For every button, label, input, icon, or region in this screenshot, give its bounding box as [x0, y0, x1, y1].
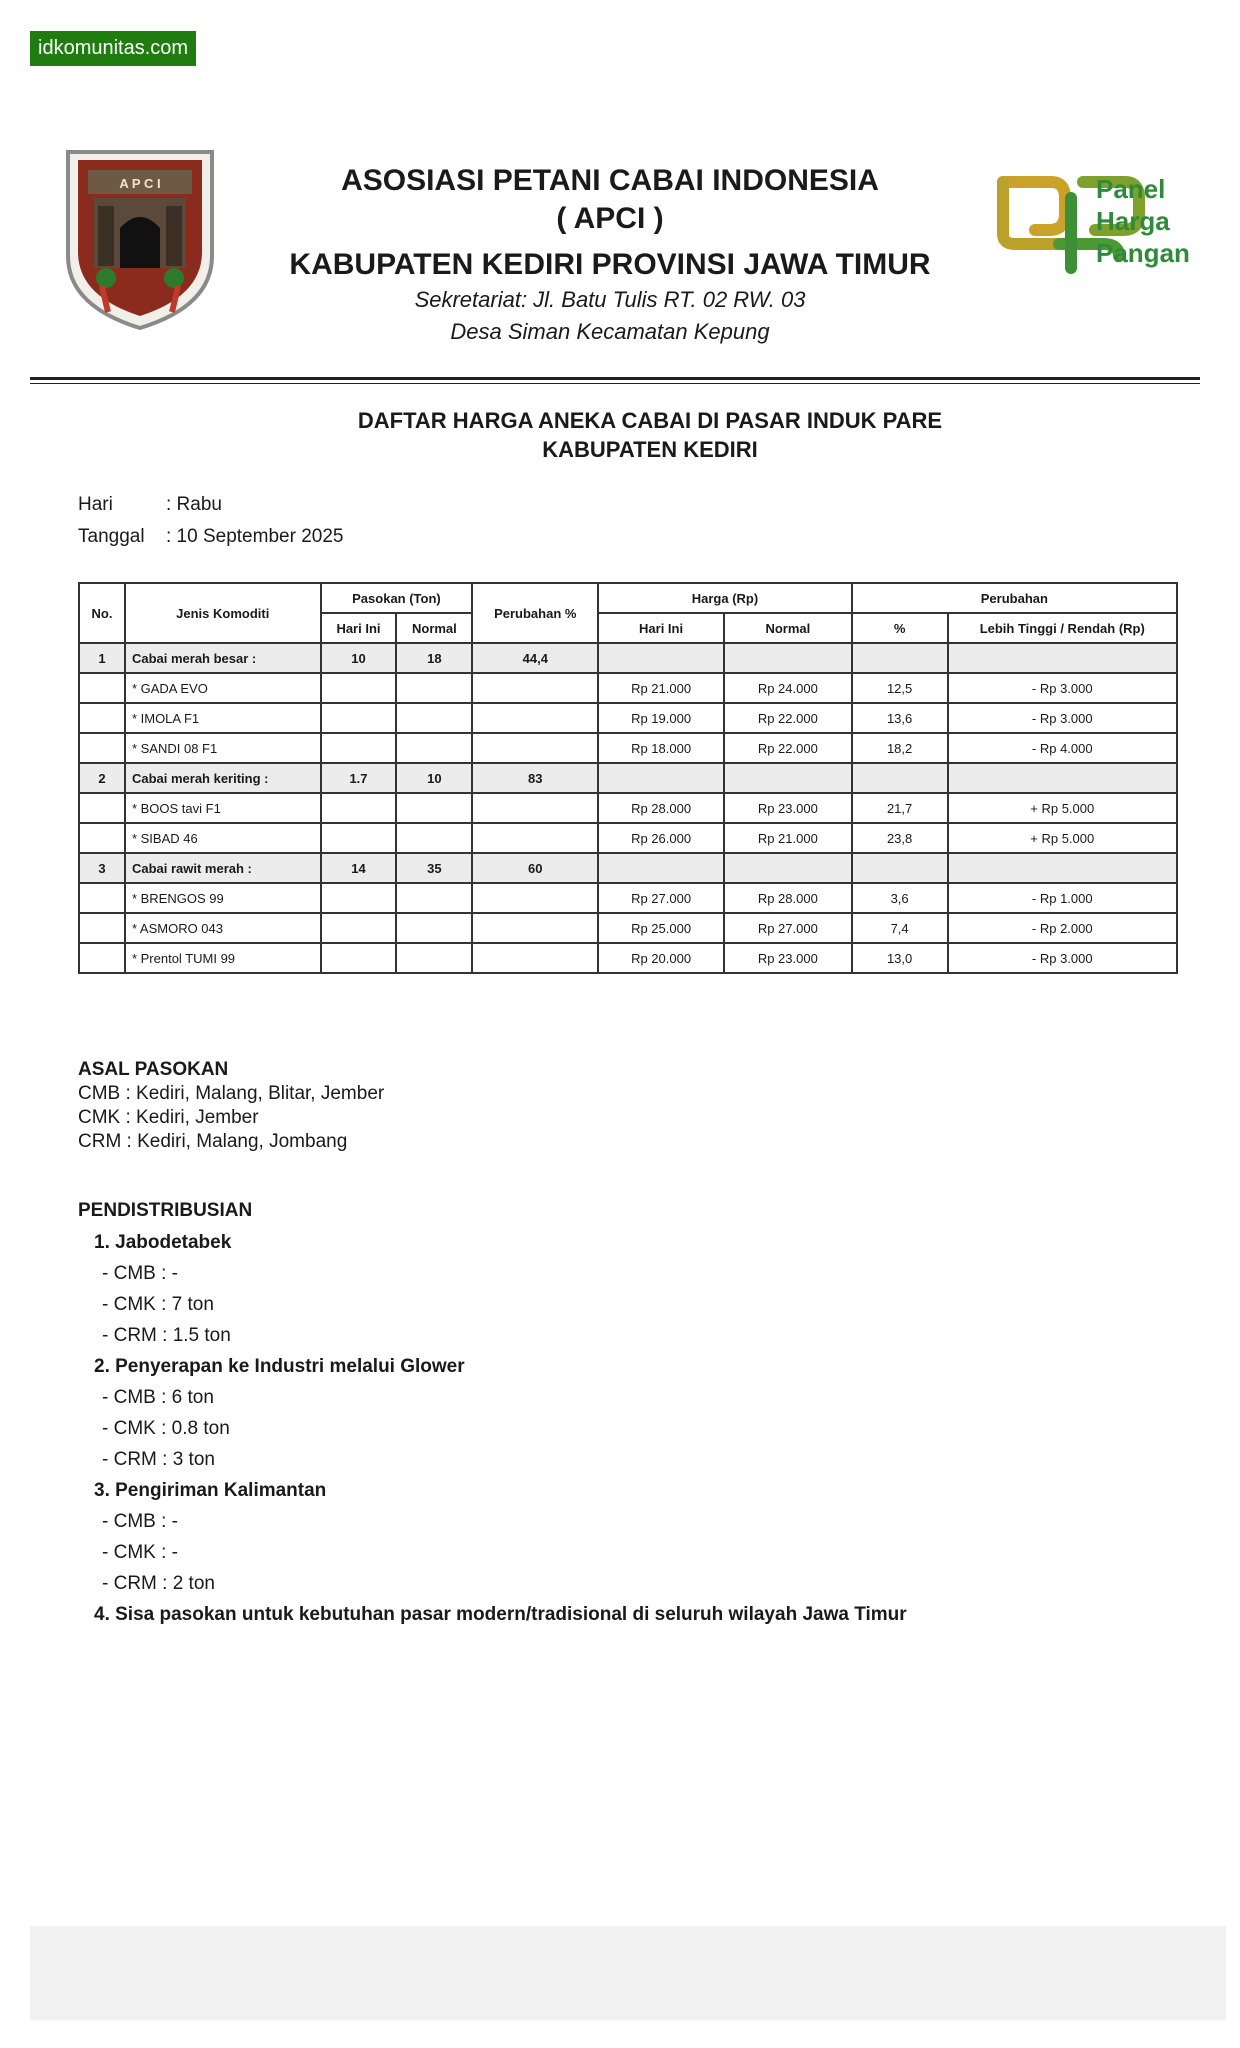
group-name: Cabai rawit merah : — [125, 853, 321, 883]
table-row — [79, 703, 1177, 733]
wordmark-line-panel: Panel — [1096, 174, 1166, 204]
supply-origin-line: CRM : Kediri, Malang, Jombang — [78, 1131, 348, 1152]
distribution-sub-item: - CMB : - — [102, 1263, 178, 1284]
header-pasokan: Pasokan (Ton) — [321, 583, 473, 613]
table-group-row — [79, 643, 1177, 673]
header-no: No. — [79, 583, 125, 643]
header-divider-thick — [30, 377, 1200, 380]
distribution-title: PENDISTRIBUSIAN — [78, 1200, 253, 1221]
org-name: ASOSIASI PETANI CABAI INDONESIA — [341, 164, 879, 197]
table-row — [79, 823, 1177, 853]
date-label: Tanggal — [78, 526, 145, 547]
group-supply-normal: 10 — [396, 763, 472, 793]
document-meta — [78, 489, 343, 553]
item-diff: - Rp 4.000 — [948, 733, 1177, 763]
item-name: * Prentol TUMI 99 — [125, 943, 321, 973]
item-diff: - Rp 3.000 — [948, 673, 1177, 703]
item-price-normal: Rp 24.000 — [724, 673, 852, 703]
table-group-row — [79, 853, 1177, 883]
item-name: * SANDI 08 F1 — [125, 733, 321, 763]
header-harga: Harga (Rp) — [598, 583, 852, 613]
item-price-normal: Rp 27.000 — [724, 913, 852, 943]
group-supply-normal: 35 — [396, 853, 472, 883]
item-name: * BRENGOS 99 — [125, 883, 321, 913]
document-title-line-1: DAFTAR HARGA ANEKA CABAI DI PASAR INDUK PARE — [357, 408, 943, 433]
header-perubahan-pct: Perubahan % — [472, 583, 598, 643]
item-price-normal: Rp 23.000 — [724, 793, 852, 823]
table-row — [79, 793, 1177, 823]
table-row — [79, 913, 1177, 943]
wordmark-line-pangan: Pangan — [1096, 238, 1190, 268]
footer-bar — [30, 1926, 1226, 2020]
supply-origin-section — [78, 1058, 384, 1154]
price-table — [78, 582, 1178, 974]
item-pct: 23,8 — [852, 823, 948, 853]
item-name: * SIBAD 46 — [125, 823, 321, 853]
item-pct: 7,4 — [852, 913, 948, 943]
distribution-item-title: 4. Sisa pasokan untuk kebutuhan pasar modern/tradisional di seluruh wilayah Jawa Timur — [94, 1604, 907, 1625]
header-perubahan: Perubahan — [852, 583, 1177, 613]
group-change-pct: 83 — [472, 763, 598, 793]
item-price-today: Rp 28.000 — [598, 793, 724, 823]
header-supply-today: Hari Ini — [321, 613, 397, 643]
item-pct: 13,0 — [852, 943, 948, 973]
apci-crest-logo — [62, 146, 218, 332]
item-price-normal: Rp 21.000 — [724, 823, 852, 853]
group-no: 3 — [79, 853, 125, 883]
group-no: 1 — [79, 643, 125, 673]
group-supply-normal: 18 — [396, 643, 472, 673]
item-diff: + Rp 5.000 — [948, 823, 1177, 853]
item-pct: 18,2 — [852, 733, 948, 763]
table-group-row — [79, 763, 1177, 793]
distribution-sub-item: - CRM : 2 ton — [102, 1573, 215, 1594]
distribution-sub-item: - CMK : 0.8 ton — [102, 1418, 230, 1439]
item-price-today: Rp 27.000 — [598, 883, 724, 913]
item-price-normal: Rp 23.000 — [724, 943, 852, 973]
date-value: : 10 September 2025 — [166, 526, 344, 547]
table-row — [79, 673, 1177, 703]
group-no: 2 — [79, 763, 125, 793]
item-price-today: Rp 26.000 — [598, 823, 724, 853]
item-price-today: Rp 19.000 — [598, 703, 724, 733]
item-pct: 12,5 — [852, 673, 948, 703]
distribution-item-title: 3. Pengiriman Kalimantan — [94, 1480, 327, 1501]
table-row — [79, 883, 1177, 913]
item-price-today: Rp 21.000 — [598, 673, 724, 703]
item-name: * BOOS tavi F1 — [125, 793, 321, 823]
org-region: KABUPATEN KEDIRI PROVINSI JAWA TIMUR — [289, 248, 931, 281]
address-line-2: Desa Siman Kecamatan Kepung — [450, 319, 770, 344]
supply-origin-line: CMK : Kediri, Jember — [78, 1107, 259, 1128]
panel-harga-pangan-wordmark — [1096, 173, 1190, 269]
distribution-sub-item: - CMK : 7 ton — [102, 1294, 214, 1315]
item-pct: 3,6 — [852, 883, 948, 913]
address-line-1: Sekretariat: Jl. Batu Tulis RT. 02 RW. 03 — [414, 287, 806, 312]
group-supply-today: 1.7 — [321, 763, 397, 793]
table-row — [79, 733, 1177, 763]
crest-text: A P C I — [119, 176, 161, 191]
distribution-sub-item: - CRM : 3 ton — [102, 1449, 215, 1470]
item-price-today: Rp 20.000 — [598, 943, 724, 973]
wordmark-line-harga: Harga — [1096, 206, 1170, 236]
watermark-label: idkomunitas.com — [30, 31, 196, 66]
header-komoditi: Jenis Komoditi — [125, 583, 321, 643]
distribution-section — [78, 1195, 907, 1630]
item-pct: 13,6 — [852, 703, 948, 733]
distribution-sub-item: - CMB : - — [102, 1511, 178, 1532]
group-change-pct: 60 — [472, 853, 598, 883]
item-name: * IMOLA F1 — [125, 703, 321, 733]
document-title — [0, 406, 1240, 464]
item-price-normal: Rp 28.000 — [724, 883, 852, 913]
group-name: Cabai merah besar : — [125, 643, 321, 673]
item-pct: 21,7 — [852, 793, 948, 823]
item-diff: - Rp 3.000 — [948, 703, 1177, 733]
item-price-today: Rp 25.000 — [598, 913, 724, 943]
letterhead — [0, 140, 1240, 350]
distribution-sub-item: - CMB : 6 ton — [102, 1387, 214, 1408]
item-price-normal: Rp 22.000 — [724, 703, 852, 733]
group-name: Cabai merah keriting : — [125, 763, 321, 793]
supply-origin-line: CMB : Kediri, Malang, Blitar, Jember — [78, 1083, 385, 1104]
item-name: * GADA EVO — [125, 673, 321, 703]
header-price-normal: Normal — [724, 613, 852, 643]
item-price-normal: Rp 22.000 — [724, 733, 852, 763]
header-price-today: Hari Ini — [598, 613, 724, 643]
header-supply-normal: Normal — [396, 613, 472, 643]
day-value: : Rabu — [166, 494, 222, 515]
group-change-pct: 44,4 — [472, 643, 598, 673]
item-diff: - Rp 2.000 — [948, 913, 1177, 943]
distribution-sub-item: - CRM : 1.5 ton — [102, 1325, 231, 1346]
header-pct: % — [852, 613, 948, 643]
group-supply-today: 10 — [321, 643, 397, 673]
item-diff: - Rp 3.000 — [948, 943, 1177, 973]
item-diff: + Rp 5.000 — [948, 793, 1177, 823]
supply-origin-title: ASAL PASOKAN — [78, 1059, 229, 1080]
distribution-item-title: 2. Penyerapan ke Industri melalui Glower — [94, 1356, 465, 1377]
distribution-item-title: 1. Jabodetabek — [94, 1232, 232, 1253]
item-name: * ASMORO 043 — [125, 913, 321, 943]
group-supply-today: 14 — [321, 853, 397, 883]
header-divider-thin — [30, 383, 1200, 384]
day-row — [78, 489, 343, 521]
header-difference: Lebih Tinggi / Rendah (Rp) — [948, 613, 1177, 643]
item-price-today: Rp 18.000 — [598, 733, 724, 763]
document-title-line-2: KABUPATEN KEDIRI — [542, 437, 758, 462]
distribution-sub-item: - CMK : - — [102, 1542, 178, 1563]
table-row — [79, 943, 1177, 973]
day-label: Hari — [78, 494, 113, 515]
item-diff: - Rp 1.000 — [948, 883, 1177, 913]
org-abbr: ( APCI ) — [556, 202, 664, 235]
date-row — [78, 521, 343, 553]
